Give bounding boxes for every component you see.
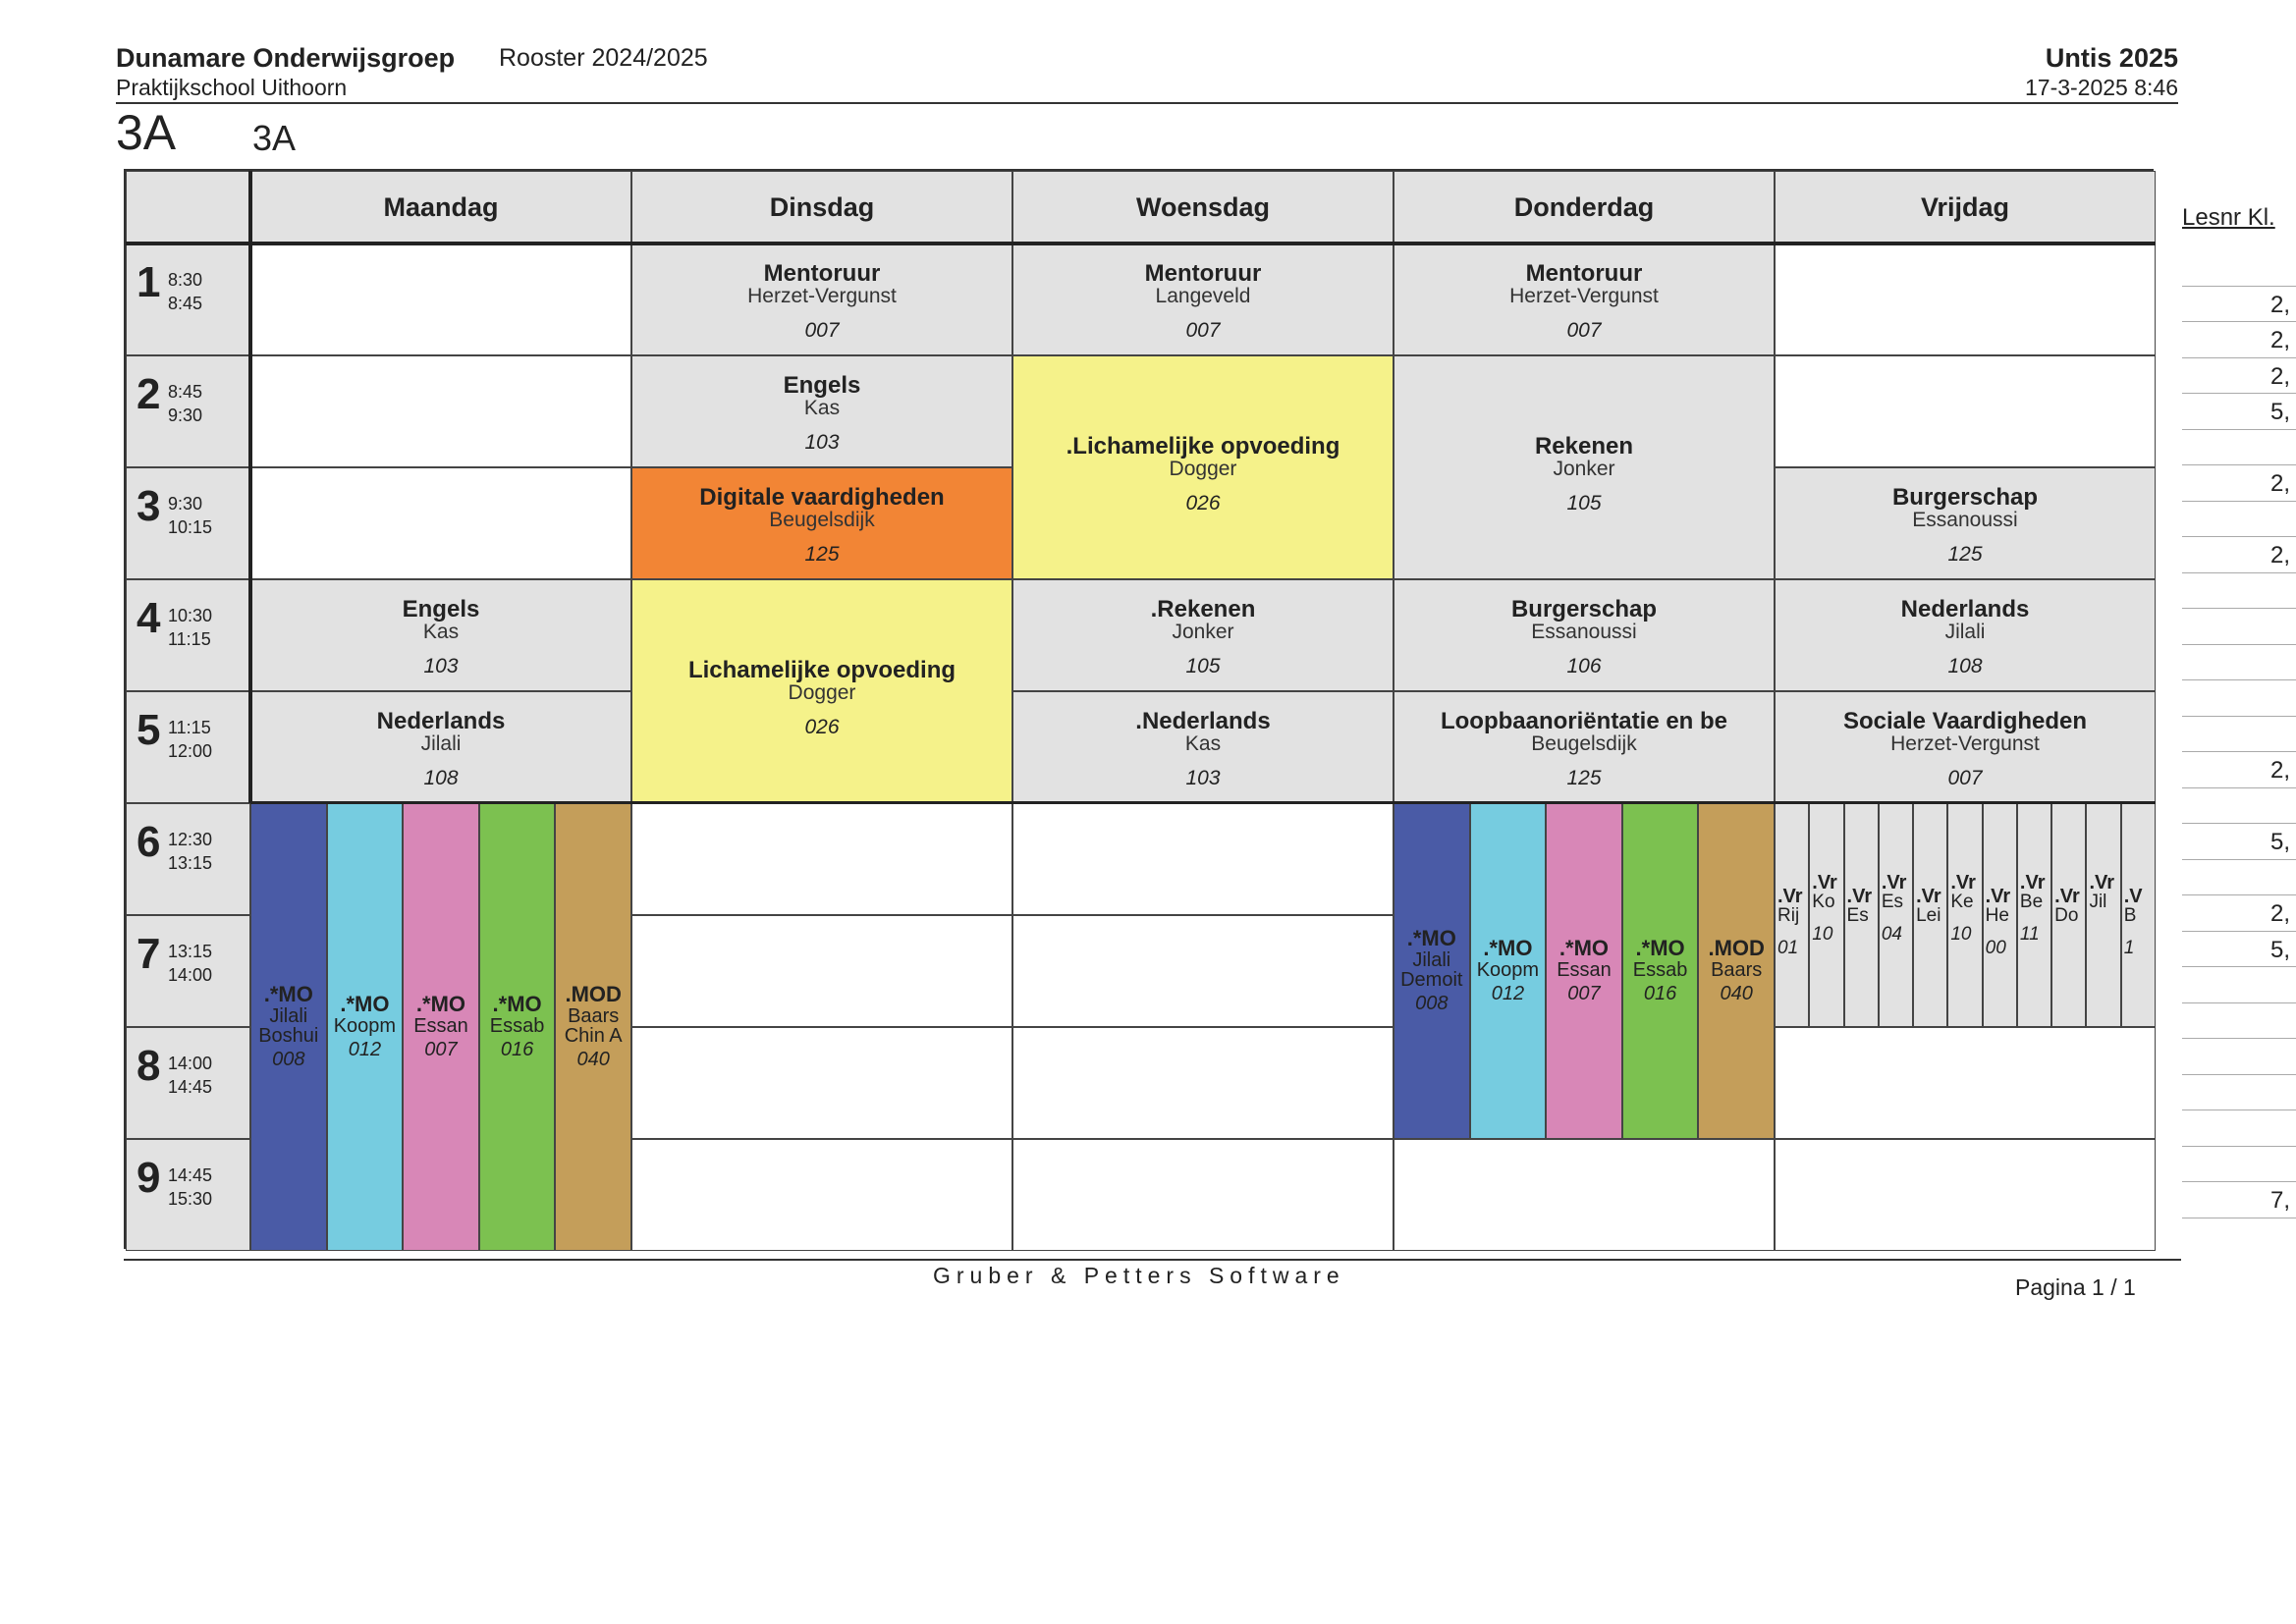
lesson-room: 026	[1185, 492, 1221, 514]
empty-slot	[1012, 915, 1394, 1027]
period-number: 3	[137, 482, 161, 530]
lesson-room: 007	[1185, 319, 1221, 342]
side-table-value: 2,	[2269, 757, 2290, 784]
lesson-room: 108	[1947, 655, 1983, 677]
print-datetime: 17-3-2025 8:46	[2024, 75, 2178, 100]
lesson-block[interactable]	[1775, 579, 2156, 691]
vr-subject: .Vr	[1985, 886, 2011, 907]
organization-name: Dunamare Onderwijsgroep	[116, 43, 456, 73]
lesson-subject: Mentoruur	[1525, 260, 1643, 287]
period-start-time: 12:30	[168, 830, 213, 849]
vr-teacher: Do	[2054, 905, 2079, 926]
empty-slot	[1775, 1139, 2156, 1251]
timetable-grid	[124, 169, 2154, 1249]
mo-subject: .*MO	[492, 992, 542, 1017]
empty-slot	[1012, 1139, 1394, 1251]
lesson-block[interactable]	[1394, 691, 1775, 803]
lesson-room: 125	[1566, 767, 1602, 789]
vr-teacher: Es	[1881, 892, 1903, 912]
vr-lesson-column[interactable]	[1879, 803, 1913, 1027]
side-table-value: 2,	[2269, 470, 2290, 497]
lesson-room: 103	[804, 431, 840, 454]
lesson-block[interactable]	[250, 579, 631, 691]
vr-lesson-column[interactable]	[1913, 803, 1947, 1027]
lesson-subject: Lichamelijke opvoeding	[687, 657, 957, 683]
period-number: 7	[137, 930, 161, 978]
lesson-subject: .Lichamelijke opvoeding	[1066, 433, 1340, 460]
vr-lesson-column[interactable]	[2086, 803, 2120, 1027]
vr-subject: .V	[2123, 886, 2143, 907]
side-table-rule	[2182, 608, 2296, 609]
vr-teacher: He	[1985, 905, 2009, 926]
side-table-rule	[2182, 501, 2296, 502]
side-table-rule	[2182, 429, 2296, 430]
mo-lesson-column[interactable]	[555, 803, 631, 1251]
vr-subject: .Vr	[1950, 872, 1976, 893]
lesson-subject: Sociale Vaardigheden	[1842, 708, 2088, 734]
lesson-teacher: Dogger	[1169, 458, 1237, 480]
lesson-block[interactable]	[1394, 355, 1775, 579]
lesson-teacher: Kas	[422, 621, 460, 643]
lesson-block[interactable]	[1775, 691, 2156, 803]
mo-lesson-column[interactable]	[1394, 803, 1470, 1139]
lesson-block[interactable]	[631, 579, 1012, 803]
mo-lesson-column[interactable]	[327, 803, 404, 1251]
side-table-rule	[2182, 966, 2296, 967]
side-table-header: Lesnr Kl.	[2182, 204, 2275, 231]
period-end-time: 12:00	[168, 741, 213, 761]
empty-slot	[1012, 803, 1394, 915]
period-start-time: 14:45	[168, 1165, 213, 1185]
side-table-value: 2,	[2269, 291, 2290, 318]
page-number: Pagina 1 / 1	[2015, 1274, 2136, 1300]
mo-room: 012	[1491, 983, 1525, 1005]
school-name: Praktijkschool Uithoorn	[116, 75, 348, 100]
mo-teacher: Koopm	[1476, 958, 1540, 981]
period-start-time: 10:30	[168, 606, 213, 625]
lesson-subject: Mentoruur	[1144, 260, 1262, 287]
side-table-rule	[2182, 1146, 2296, 1147]
empty-slot	[250, 244, 631, 355]
lesson-block[interactable]	[1012, 691, 1394, 803]
lesson-teacher: Jonker	[1553, 458, 1615, 480]
vr-teacher: Jil	[2089, 892, 2107, 912]
period-start-time: 11:15	[168, 718, 211, 737]
period-start-time: 8:30	[168, 270, 203, 290]
period-end-time: 10:15	[168, 517, 213, 537]
mo-room: 007	[424, 1039, 458, 1061]
rooster-year: Rooster 2024/2025	[499, 44, 708, 72]
empty-slot	[250, 467, 631, 579]
period-end-time: 15:30	[168, 1189, 213, 1209]
period-number: 6	[137, 818, 161, 866]
mo-teacher: Koopm	[333, 1014, 397, 1037]
side-table-rule	[2182, 572, 2296, 573]
mo-teacher: Boshui	[258, 1025, 319, 1048]
lesson-block[interactable]	[631, 244, 1012, 355]
side-table-value: 2,	[2269, 900, 2290, 927]
mo-room: 012	[348, 1039, 382, 1061]
vr-lesson-column[interactable]	[1844, 803, 1879, 1027]
app-name: Untis 2025	[2045, 43, 2178, 73]
lesson-subject: .Nederlands	[1135, 708, 1271, 734]
lesson-side-table	[2182, 196, 2296, 1214]
side-table-value: 5,	[2269, 936, 2290, 963]
period-end-time: 8:45	[168, 294, 203, 313]
mo-room: 040	[1720, 983, 1753, 1005]
side-table-rule	[2182, 859, 2296, 860]
side-table-rule	[2182, 1181, 2296, 1182]
period-number: 4	[137, 594, 161, 642]
vr-subject: .Vr	[1881, 872, 1907, 893]
lesson-teacher: Herzet-Vergunst	[1509, 285, 1659, 307]
mo-subject: .*MO	[263, 982, 313, 1007]
side-table-rule	[2182, 931, 2296, 932]
vr-room: 1	[2123, 938, 2135, 958]
lesson-teacher: Kas	[803, 397, 841, 419]
side-table-rule	[2182, 321, 2296, 322]
vr-room: 10	[1812, 924, 1833, 945]
mo-lesson-column[interactable]	[403, 803, 479, 1251]
lesson-teacher: Beugelsdijk	[769, 509, 875, 531]
lesson-subject: .Rekenen	[1150, 596, 1256, 623]
period-cell	[126, 915, 250, 1027]
mo-room: 007	[1567, 983, 1601, 1005]
lesson-room: 125	[804, 543, 840, 566]
mo-room: 008	[1415, 993, 1449, 1015]
day-header-donderdag: Donderdag	[1394, 171, 1775, 244]
mo-lesson-column[interactable]	[1470, 803, 1547, 1139]
lesson-teacher: Herzet-Vergunst	[747, 285, 897, 307]
lesson-teacher: Beugelsdijk	[1531, 732, 1637, 755]
mo-lesson-column[interactable]	[479, 803, 556, 1251]
mo-teacher: Baars	[568, 1004, 620, 1027]
empty-slot	[1394, 1139, 1775, 1251]
side-table-value: 2,	[2269, 542, 2290, 568]
mo-subject: .*MO	[1635, 936, 1685, 961]
header-vertical-rule	[248, 171, 252, 803]
lesson-block[interactable]	[1775, 467, 2156, 579]
empty-slot	[1775, 244, 2156, 355]
mo-lesson-column[interactable]	[1622, 803, 1699, 1139]
period-end-time: 14:00	[168, 965, 213, 985]
mo-lesson-column[interactable]	[1546, 803, 1622, 1139]
lesson-subject: Nederlands	[376, 708, 506, 734]
lesson-subject: Rekenen	[1534, 433, 1634, 460]
mo-room: 040	[576, 1049, 610, 1071]
mo-subject: .MOD	[1708, 936, 1765, 961]
lesson-room: 105	[1566, 492, 1602, 514]
vr-lesson-column[interactable]	[1947, 803, 1982, 1027]
header-divider	[116, 102, 2178, 104]
side-table-value: 5,	[2269, 399, 2290, 425]
mo-teacher: Essan	[1557, 958, 1612, 981]
vr-subject: .Vr	[1916, 886, 1941, 907]
period-number: 2	[137, 370, 161, 418]
empty-slot	[1775, 1027, 2156, 1139]
empty-slot	[631, 1027, 1012, 1139]
class-subtitle: 3A	[252, 118, 297, 158]
lesson-room: 007	[804, 319, 840, 342]
vr-teacher: Ko	[1812, 892, 1835, 912]
side-table-value: 2,	[2269, 362, 2290, 390]
side-table-rule	[2182, 1038, 2296, 1039]
period-cell	[126, 579, 250, 691]
side-table-rule	[2182, 393, 2296, 394]
lesson-teacher: Essanoussi	[1531, 621, 1637, 643]
empty-slot	[631, 803, 1012, 915]
lesson-subject: Loopbaanoriëntatie en be	[1440, 708, 1728, 734]
side-table-rule	[2182, 751, 2296, 752]
vr-room: 10	[1950, 924, 1972, 945]
lesson-room: 007	[1566, 319, 1602, 342]
lesson-teacher: Herzet-Vergunst	[1890, 732, 2040, 755]
lesson-block[interactable]	[1012, 244, 1394, 355]
footer-divider	[124, 1259, 2181, 1261]
lesson-block[interactable]	[631, 355, 1012, 467]
side-table-value: 5,	[2269, 829, 2290, 855]
lesson-teacher: Dogger	[788, 681, 856, 704]
lesson-block[interactable]	[631, 467, 1012, 579]
class-title: 3A	[116, 105, 177, 160]
lesson-room: 103	[1185, 767, 1221, 789]
vr-teacher: Be	[2019, 892, 2044, 912]
mo-subject: .*MO	[1483, 936, 1533, 961]
lesson-room: 125	[1947, 543, 1983, 566]
period-cell	[126, 1139, 250, 1251]
side-table-rule	[2182, 286, 2296, 287]
period-cell	[126, 1027, 250, 1139]
period-number: 1	[137, 258, 161, 306]
period-start-time: 8:45	[168, 382, 203, 402]
lesson-teacher: Jonker	[1172, 621, 1234, 643]
mo-lesson-column[interactable]	[1698, 803, 1775, 1139]
mo-lesson-column[interactable]	[250, 803, 327, 1251]
mo-teacher: Essan	[413, 1014, 468, 1037]
empty-slot	[631, 1139, 1012, 1251]
side-table-rule	[2182, 787, 2296, 788]
period-end-time: 9:30	[168, 406, 203, 425]
vr-lesson-column[interactable]	[2051, 803, 2086, 1027]
period-end-time: 14:45	[168, 1077, 213, 1097]
lesson-block[interactable]	[1394, 579, 1775, 691]
lesson-block[interactable]	[1394, 244, 1775, 355]
grid-corner	[126, 171, 250, 244]
lesson-room: 108	[423, 767, 459, 789]
period-cell	[126, 355, 250, 467]
side-table-rule	[2182, 464, 2296, 465]
lesson-room: 106	[1566, 655, 1602, 677]
side-table-rule	[2182, 894, 2296, 895]
vr-room: 00	[1985, 938, 2006, 958]
vr-subject: .Vr	[1777, 886, 1803, 907]
mo-teacher: Essab	[1632, 958, 1688, 981]
lesson-subject: Burgerschap	[1510, 596, 1658, 623]
day-header-vrijdag: Vrijdag	[1775, 171, 2156, 244]
vr-room: 04	[1881, 924, 1902, 945]
vr-subject: .Vr	[1846, 886, 1873, 907]
lesson-block[interactable]	[1012, 579, 1394, 691]
lesson-teacher: Essanoussi	[1912, 509, 2018, 531]
lesson-teacher: Jilali	[420, 732, 462, 755]
vr-room: 11	[2019, 924, 2040, 945]
period-start-time: 14:00	[168, 1054, 213, 1073]
period-number: 5	[137, 706, 161, 754]
vr-lesson-column[interactable]	[1809, 803, 1843, 1027]
side-table-rule	[2182, 823, 2296, 824]
vr-lesson-column[interactable]	[2017, 803, 2051, 1027]
mo-teacher: Baars	[1711, 958, 1763, 981]
vr-teacher: Es	[1846, 905, 1869, 926]
header-horizontal-rule	[126, 242, 2156, 245]
lesson-subject: Nederlands	[1900, 596, 2030, 623]
vr-lesson-column[interactable]	[2121, 803, 2156, 1027]
lesson-room: 026	[804, 716, 840, 738]
mo-room: 008	[272, 1049, 305, 1071]
mo-teacher: Jilali	[1412, 948, 1451, 971]
lesson-block[interactable]	[250, 691, 631, 803]
period-start-time: 9:30	[168, 494, 203, 514]
lesson-subject: Digitale vaardigheden	[699, 484, 945, 511]
side-table-rule	[2182, 679, 2296, 680]
lesson-room: 103	[423, 655, 459, 677]
midday-break-rule	[250, 801, 2156, 804]
lesson-teacher: Langeveld	[1155, 285, 1251, 307]
period-number: 9	[137, 1154, 161, 1202]
side-table-rule	[2182, 716, 2296, 717]
vr-teacher: Rij	[1777, 905, 1800, 926]
lesson-block[interactable]	[1012, 355, 1394, 579]
side-table-rule	[2182, 1002, 2296, 1003]
side-table-rule	[2182, 644, 2296, 645]
side-table-value: 7,	[2269, 1187, 2290, 1214]
vr-subject: .Vr	[2019, 872, 2046, 893]
empty-slot	[250, 355, 631, 467]
period-cell	[126, 244, 250, 355]
day-header-woensdag: Woensdag	[1012, 171, 1394, 244]
mo-room: 016	[1643, 983, 1677, 1005]
mo-teacher: Chin A	[564, 1025, 623, 1048]
vr-lesson-column[interactable]	[1983, 803, 2017, 1027]
vr-room: 01	[1777, 938, 1799, 958]
mo-subject: .*MO	[340, 992, 390, 1017]
footer-brand: Gruber & Petters Software	[933, 1263, 1345, 1288]
lesson-subject: Engels	[783, 372, 861, 399]
period-cell	[126, 691, 250, 803]
vr-teacher: B	[2123, 905, 2137, 926]
side-table-rule	[2182, 357, 2296, 358]
period-cell	[126, 803, 250, 915]
period-number: 8	[137, 1042, 161, 1090]
period-end-time: 13:15	[168, 853, 213, 873]
vr-teacher: Ke	[1950, 892, 1974, 912]
period-start-time: 13:15	[168, 942, 213, 961]
lesson-room: 105	[1185, 655, 1221, 677]
vr-subject: .Vr	[2089, 872, 2115, 893]
day-header-maandag: Maandag	[250, 171, 631, 244]
day-header-dinsdag: Dinsdag	[631, 171, 1012, 244]
mo-subject: .*MO	[415, 992, 466, 1017]
lesson-subject: Engels	[402, 596, 480, 623]
lesson-room: 007	[1947, 767, 1983, 789]
vr-teacher: Lei	[1916, 905, 1941, 926]
mo-subject: .*MO	[1558, 936, 1610, 961]
mo-subject: .*MO	[1406, 926, 1456, 951]
mo-subject: .MOD	[565, 982, 622, 1007]
empty-slot	[1012, 1027, 1394, 1139]
vr-subject: .Vr	[1812, 872, 1837, 893]
vr-lesson-column[interactable]	[1775, 803, 1809, 1027]
mo-teacher: Demoit	[1400, 969, 1463, 992]
mo-room: 016	[500, 1039, 534, 1061]
lesson-subject: Burgerschap	[1891, 484, 2039, 511]
vr-subject: .Vr	[2054, 886, 2080, 907]
side-table-value: 2,	[2269, 327, 2290, 353]
empty-slot	[631, 915, 1012, 1027]
empty-slot	[1775, 355, 2156, 467]
period-cell	[126, 467, 250, 579]
side-table-rule	[2182, 1074, 2296, 1075]
mo-teacher: Essab	[489, 1014, 545, 1037]
lesson-subject: Mentoruur	[763, 260, 881, 287]
lesson-teacher: Kas	[1184, 732, 1222, 755]
period-end-time: 11:15	[168, 629, 211, 649]
lesson-teacher: Jilali	[1944, 621, 1986, 643]
side-table-rule	[2182, 536, 2296, 537]
mo-teacher: Jilali	[269, 1004, 308, 1027]
